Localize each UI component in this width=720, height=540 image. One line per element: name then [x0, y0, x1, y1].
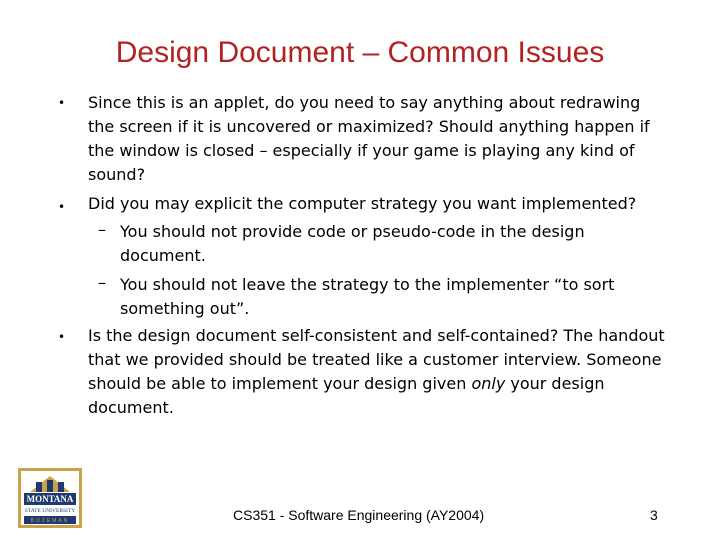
slide-title: Design Document – Common Issues — [115, 36, 605, 69]
subbullet-item: You should not provide code or pseudo-code in the design document. — [120, 222, 585, 265]
bullet-item: Did you may explicit the computer strategy you want implemented? — [88, 194, 637, 213]
bullet-text: your design document. — [88, 374, 605, 417]
logo-text-university: STATE UNIVERSITY — [24, 508, 76, 514]
logo-window-icon — [58, 482, 64, 492]
bullet-item: Since this is an applet, do you need to say anything about redrawing the screen if it is uncovered or maximized? Should anything happen if the window is closed – especially if your game is playing any kind of sound? — [88, 93, 650, 184]
bullet-marker: • — [58, 200, 66, 214]
subbullet-marker: – — [98, 273, 106, 292]
emphasis-text: only — [471, 374, 506, 393]
logo-text-bozeman: BOZEMAN — [30, 518, 70, 524]
bullet-text: Is the design document self-consistent and self-contained? The handout that we provided should be treated like a customer interview. Someone should be able to implement your design given — [88, 326, 665, 393]
logo-text-montana: MONTANA — [26, 494, 74, 504]
logo-window-icon — [47, 480, 53, 492]
bullet-marker: • — [58, 96, 66, 110]
footer-course: CS351 - Software Engineering (AY2004) — [233, 507, 485, 523]
subbullet-item: You should not leave the strategy to the implementer “to sort something out”. — [120, 275, 615, 318]
bullet-marker: • — [58, 330, 66, 344]
bullet-item — [88, 324, 668, 420]
subbullet-marker: – — [98, 220, 106, 239]
page-number: 3 — [650, 507, 658, 523]
logo-window-icon — [36, 482, 42, 492]
montana-state-logo — [18, 468, 82, 528]
